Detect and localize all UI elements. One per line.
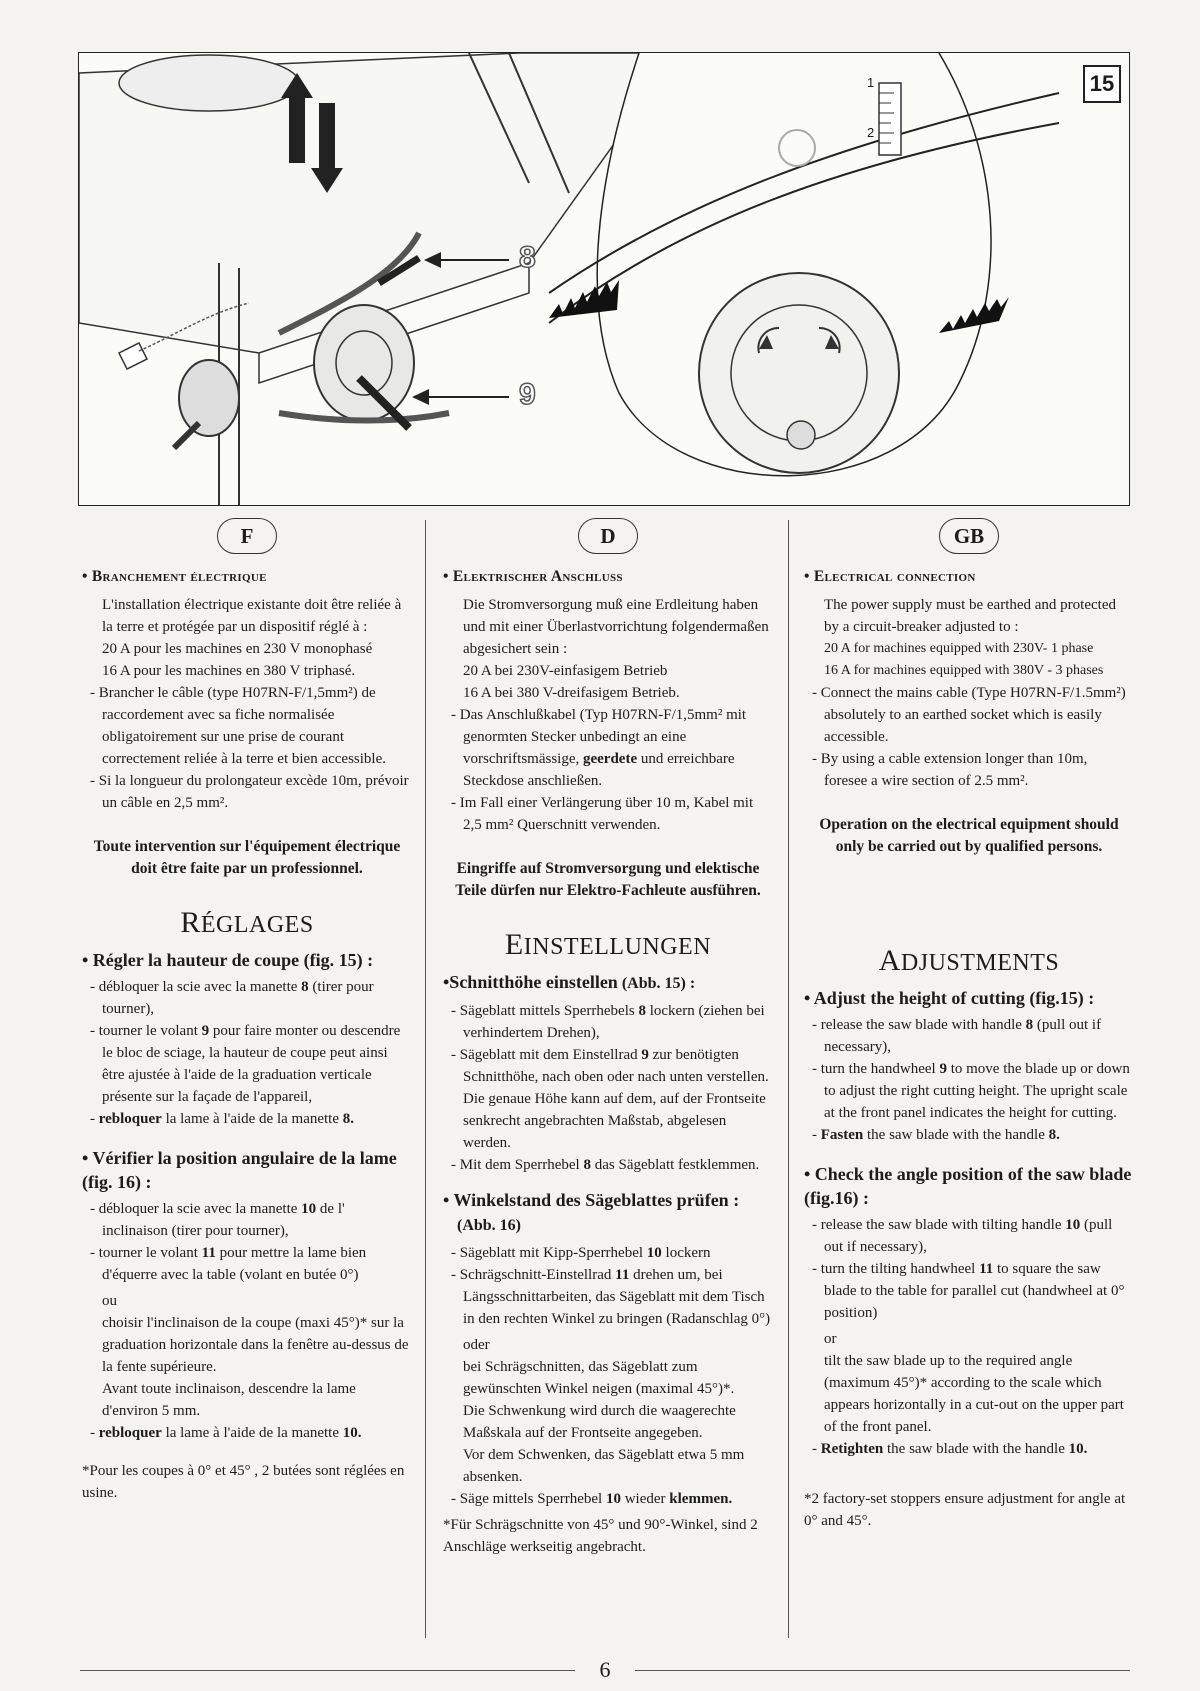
list-item: - Mit dem Sperrhebel 8 das Sägeblatt festklemmen. [443, 1154, 773, 1176]
list-item: - Sägeblatt mittels Sperrhebels 8 lockern (ziehen bei verhindertem Drehen), [443, 1000, 773, 1044]
scale-label-1: 1 [867, 75, 875, 90]
plug [119, 343, 147, 369]
sub-heading: • Régler la hauteur de coupe (fig. 15) : [82, 950, 374, 970]
list-item: - release the saw blade with tilting handle 10 (pull out if necessary), [804, 1214, 1134, 1258]
handwheel-bottom [179, 360, 239, 436]
paragraph: ou [102, 1293, 117, 1309]
page-number: 6 [599, 1657, 611, 1682]
list [804, 1214, 1134, 1324]
list-item: - Im Fall einer Verlängerung über 10 m, Kabel mit 2,5 mm² Querschnitt verwenden. [443, 792, 773, 836]
list-item: - Fasten the saw blade with the handle 8. [804, 1124, 1134, 1146]
list-item: - release the saw blade with handle 8 (pull out if necessary), [804, 1014, 1134, 1058]
amp-line: 16 A for machines equipped with 380V - 3 phases [824, 663, 1104, 678]
scale-label-2: 2 [867, 125, 875, 140]
list [443, 1488, 773, 1510]
column-english [804, 518, 1134, 1532]
footnote: *Pour les coupes à 0° et 45° , 2 butées sont réglées en usine. [82, 1463, 405, 1501]
column-french [82, 518, 412, 1504]
paragraph: Avant toute inclinaison, descendre la lame d'environ 5 mm. [102, 1381, 356, 1419]
sub-heading: • Vérifier la position angulaire de la lame (fig. 16) : [82, 1148, 397, 1192]
paragraph: Die Stromversorgung muß eine Erdleitung haben und mit einer Überlastvorrichtung folgendermaßen abgesichert sein : [463, 597, 769, 657]
list-item: - débloquer la scie avec la manette 10 de l' inclinaison (tirer pour tourner), [82, 1198, 412, 1242]
list [804, 1014, 1134, 1146]
page-footer [80, 1657, 1130, 1682]
list [82, 976, 412, 1130]
figure-15 [78, 52, 1130, 506]
list [82, 682, 412, 814]
column-divider-2 [788, 520, 789, 1638]
sub-heading: •Schnitthöhe einstellen (Abb. 15) : [443, 972, 696, 992]
callout-8: 8 [519, 241, 536, 274]
lang-badge-f: F [217, 518, 277, 554]
section-heading: • Elektrischer Anschluss [443, 568, 623, 585]
paragraph: choisir l'inclinaison de la coupe (maxi 45°)* sur la graduation horizontale dans la fenêtre au-dessus de la fente supérieure. [102, 1315, 409, 1375]
list-item: - rebloquer la lame à l'aide de la manette 8. [82, 1108, 412, 1130]
section-title: EINSTELLUNGEN [504, 928, 712, 961]
list-item: - Sägeblatt mit dem Einstellrad 9 zur benötigten Schnitthöhe, nach oben oder nach unten verstellen. Die genaue Höhe kann auf dem, auf der Frontseite senkrecht angebrachten Maßstab, abgelesen werden. [443, 1044, 773, 1154]
paragraph: The power supply must be earthed and protected by a circuit-breaker adjusted to : [824, 597, 1116, 635]
paragraph: or [824, 1331, 837, 1347]
paragraph: Die Schwenkung wird durch die waagerechte Maßskala auf der Frontseite angegeben. [463, 1403, 736, 1441]
paragraph: oder [463, 1337, 490, 1353]
list-item: - Brancher le câble (type H07RN-F/1,5mm²) de raccordement avec sa fiche normalisée obligatoirement sur une prise de courant correctement reliée à la terre et bien accessible. [82, 682, 412, 770]
handwheel-9 [314, 305, 414, 421]
warning-text: Operation on the electrical equipment should only be carried out by qualified persons. [819, 816, 1119, 855]
amp-line: 16 A pour les machines en 380 V triphasé. [102, 663, 356, 679]
amp-line: 20 A pour les machines en 230 V monophasé [102, 641, 373, 657]
section-heading: • Electrical connection [804, 568, 976, 585]
list [443, 704, 773, 836]
paragraph: tilt the saw blade up to the required angle (maximum 45°)* according to the scale which appears horizontally in a cut-out on the upper part of the front panel. [824, 1353, 1124, 1435]
list-item: - Das Anschlußkabel (Typ H07RN-F/1,5mm² mit genormten Stecker unbedingt an eine vorschriftsmässige, geerdete und erreichbare Steckdose anschließen. [443, 704, 773, 792]
list [82, 1198, 412, 1286]
list-item: - Sägeblatt mit Kipp-Sperrhebel 10 lockern [443, 1242, 773, 1264]
footnote: *2 factory-set stoppers ensure adjustment for angle at 0° and 45°. [804, 1491, 1126, 1529]
footnote: *Für Schrägschnitte von 45° und 90°-Winkel, sind 2 Anschläge werkseitig angebracht. [443, 1517, 758, 1555]
section-title: ADJUSTMENTS [878, 944, 1060, 977]
warning-text: Eingriffe auf Stromversorgung und elektische Teile dürfen nur Elektro-Fachleute ausführen. [455, 860, 761, 899]
list [443, 1000, 773, 1176]
lang-badge-gb: GB [939, 518, 999, 554]
list-item: - Si la longueur du prolongateur excède 10m, prévoir un câble en 2,5 mm². [82, 770, 412, 814]
paragraph: L'installation électrique existante doit être reliée à la terre et protégée par un dispositif réglé à : [102, 597, 402, 635]
list-item: - Schrägschnitt-Einstellrad 11 drehen um, bei Längsschnittarbeiten, das Sägeblatt mit dem Tisch in den rechten Winkel zu bringen (Radanschlag 0°) [443, 1264, 773, 1330]
list-item: - turn the tilting handwheel 11 to square the saw blade to the table for parallel cut (handwheel at 0° position) [804, 1258, 1134, 1324]
list-item: - By using a cable extension longer than 10m, foresee a wire section of 2.5 mm². [804, 748, 1134, 792]
sub-heading: • Winkelstand des Sägeblattes prüfen : (Abb. 16) [443, 1190, 740, 1234]
list-item: - débloquer la scie avec la manette 8 (tirer pour tourner), [82, 976, 412, 1020]
list [443, 1242, 773, 1330]
list-item: - tourner le volant 11 pour mettre la lame bien d'équerre avec la table (volant en butée 0°) [82, 1242, 412, 1286]
list [804, 1438, 1134, 1460]
column-divider-1 [425, 520, 426, 1638]
list-item: - Connect the mains cable (Type H07RN-F/1.5mm²) absolutely to an earthed socket which is easily accessible. [804, 682, 1134, 748]
sub-heading: • Adjust the height of cutting (fig.15) : [804, 988, 1095, 1008]
list [804, 682, 1134, 792]
list-item: - tourner le volant 9 pour faire monter ou descendre le bloc de sciage, la hauteur de coupe peut ainsi être ajustée à l'aide de la graduation verticale présente sur la façade de l'appareil, [82, 1020, 412, 1108]
amp-line: 16 A bei 380 V-dreifasigem Betrieb. [463, 685, 680, 701]
section-title: RÉGLAGES [180, 906, 314, 939]
saw-blade [119, 55, 299, 111]
column-german [443, 518, 773, 1558]
warning-text: Toute intervention sur l'équipement électrique doit être faite par un professionnel. [93, 838, 401, 877]
paragraph: bei Schrägschnitten, das Sägeblatt zum gewünschten Winkel neigen (maximal 45°)*. [463, 1359, 735, 1397]
section-heading: • Branchement électrique [82, 568, 267, 585]
saw-illustration [79, 53, 1129, 505]
list [82, 1422, 412, 1444]
list-item: - Säge mittels Sperrhebel 10 wieder klemmen. [443, 1488, 773, 1510]
amp-line: 20 A bei 230V-einfasigem Betrieb [463, 663, 668, 679]
list-item: - turn the handwheel 9 to move the blade up or down to adjust the right cutting height. The upright scale at the front panel indicates the height for cutting. [804, 1058, 1134, 1124]
callout-9: 9 [519, 378, 536, 411]
lang-badge-d: D [578, 518, 638, 554]
sub-heading: • Check the angle position of the saw blade (fig.16) : [804, 1164, 1132, 1208]
list-item: - Retighten the saw blade with the handle 10. [804, 1438, 1134, 1460]
list-item: - rebloquer la lame à l'aide de la manette 10. [82, 1422, 412, 1444]
height-scale [879, 83, 901, 155]
figure-number: 15 [1083, 65, 1121, 103]
amp-line: 20 A for machines equipped with 230V- 1 phase [824, 641, 1094, 656]
paragraph: Vor dem Schwenken, das Sägeblatt etwa 5 mm absenken. [463, 1447, 745, 1485]
